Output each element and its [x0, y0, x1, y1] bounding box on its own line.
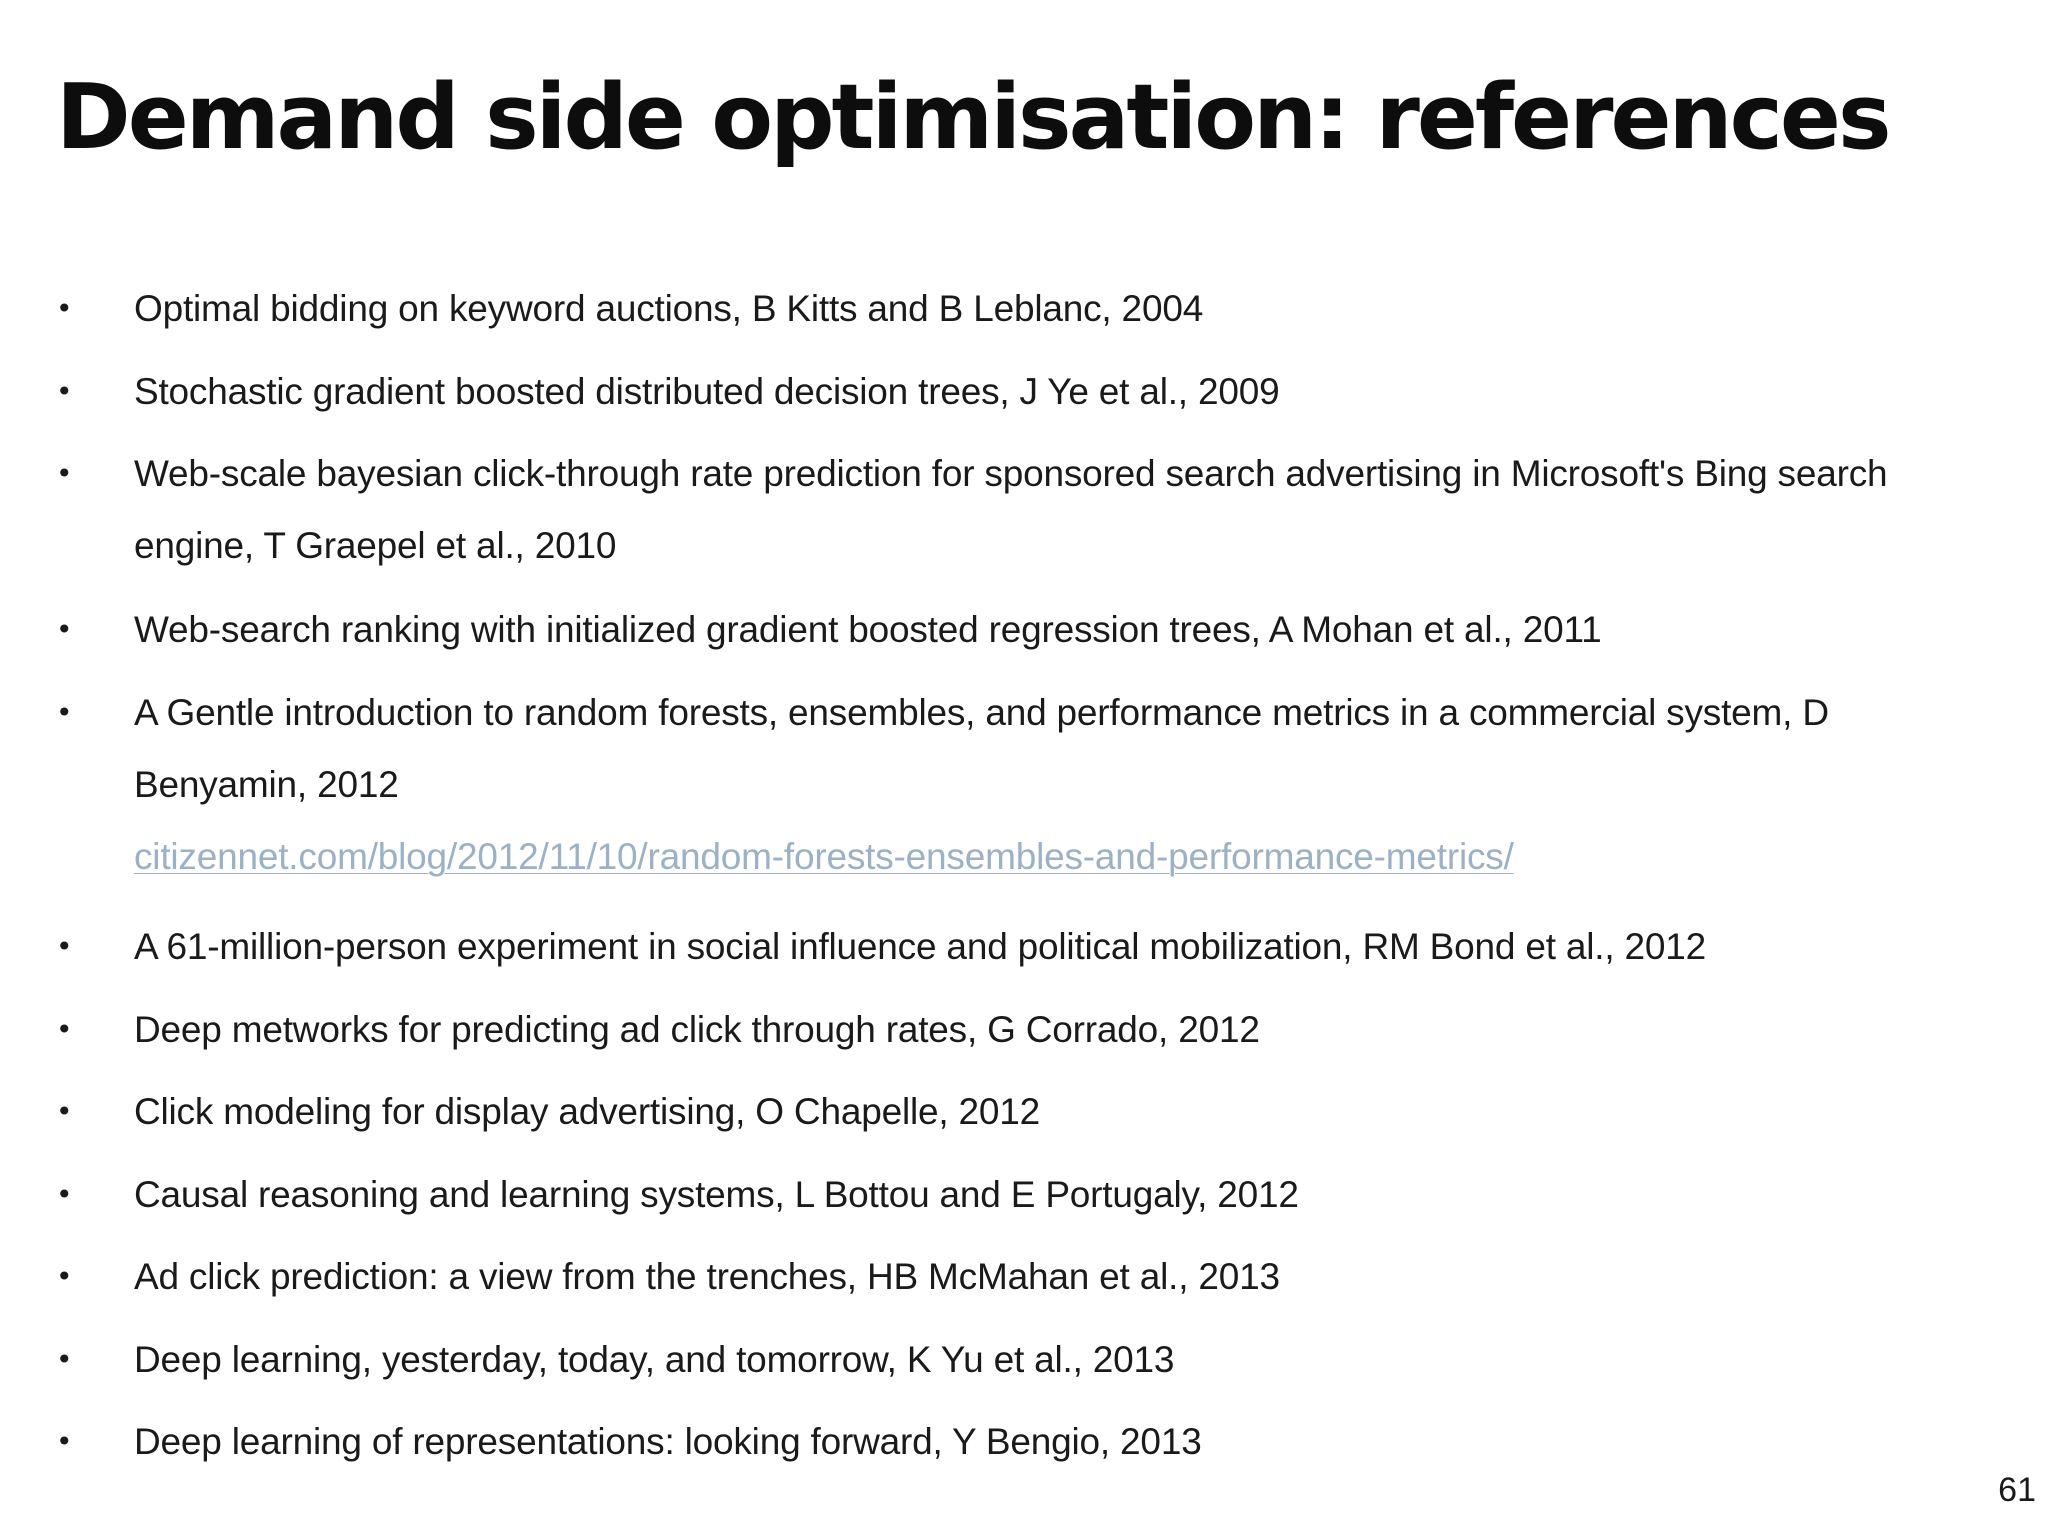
- bullet-icon: •: [56, 292, 73, 325]
- reference-text: [134, 1076, 2048, 1148]
- reference-text: [134, 677, 2048, 893]
- reference-text: [134, 1324, 2048, 1396]
- reference-line: A Gentle introduction to random forests, ensembles, and performance metrics in a commercial system, D: [134, 692, 1829, 733]
- slide-title: Demand side optimisation: references: [56, 65, 1889, 170]
- reference-text: [134, 594, 2048, 666]
- bullet-icon: •: [56, 1013, 73, 1046]
- reference-line: Benyamin, 2012: [134, 764, 399, 805]
- reference-line: Ad click prediction: a view from the trenches, HB McMahan et al., 2013: [134, 1256, 1280, 1297]
- bullet-icon: •: [56, 696, 73, 729]
- reference-line: Optimal bidding on keyword auctions, B Kitts and B Leblanc, 2004: [134, 288, 1204, 329]
- reference-text: [134, 1159, 2048, 1231]
- reference-line: A 61-million-person experiment in social influence and political mobilization, RM Bond et al., 2012: [134, 926, 1707, 967]
- bullet-icon: •: [56, 613, 73, 646]
- bullet-icon: •: [56, 1260, 73, 1293]
- bullet-icon: •: [56, 1343, 73, 1376]
- page-number: 61: [1998, 1471, 2036, 1509]
- bullet-icon: •: [56, 1425, 73, 1458]
- reference-line: Deep metworks for predicting ad click through rates, G Corrado, 2012: [134, 1009, 1260, 1050]
- reference-line: Web-scale bayesian click-through rate prediction for sponsored search advertising in Microsoft's Bing search: [134, 453, 1888, 494]
- bullet-icon: •: [56, 457, 73, 490]
- reference-text: [134, 911, 2048, 983]
- reference-line: Click modeling for display advertising, O Chapelle, 2012: [134, 1091, 1041, 1132]
- bullet-icon: •: [56, 1178, 73, 1211]
- bullet-icon: •: [56, 375, 73, 408]
- reference-line: Causal reasoning and learning systems, L Bottou and E Portugaly, 2012: [134, 1174, 1299, 1215]
- bullet-icon: •: [56, 930, 73, 963]
- reference-text: [134, 994, 2048, 1066]
- reference-text: [134, 1406, 2048, 1478]
- reference-line: Deep learning, yesterday, today, and tomorrow, K Yu et al., 2013: [134, 1339, 1175, 1380]
- reference-text: [134, 356, 2048, 428]
- reference-text: [134, 273, 2048, 345]
- reference-link[interactable]: citizennet.com/blog/2012/11/10/random-forests-ensembles-and-performance-metrics/: [134, 836, 1514, 877]
- bullet-icon: •: [56, 1095, 73, 1128]
- reference-line: Stochastic gradient boosted distributed decision trees, J Ye et al., 2009: [134, 371, 1280, 412]
- reference-text: [134, 1241, 2048, 1313]
- reference-text: [134, 438, 2048, 582]
- reference-line: engine, T Graepel et al., 2010: [134, 525, 617, 566]
- reference-line: Deep learning of representations: looking forward, Y Bengio, 2013: [134, 1421, 1202, 1462]
- reference-line: Web-search ranking with initialized gradient boosted regression trees, A Mohan et al., 2011: [134, 609, 1602, 650]
